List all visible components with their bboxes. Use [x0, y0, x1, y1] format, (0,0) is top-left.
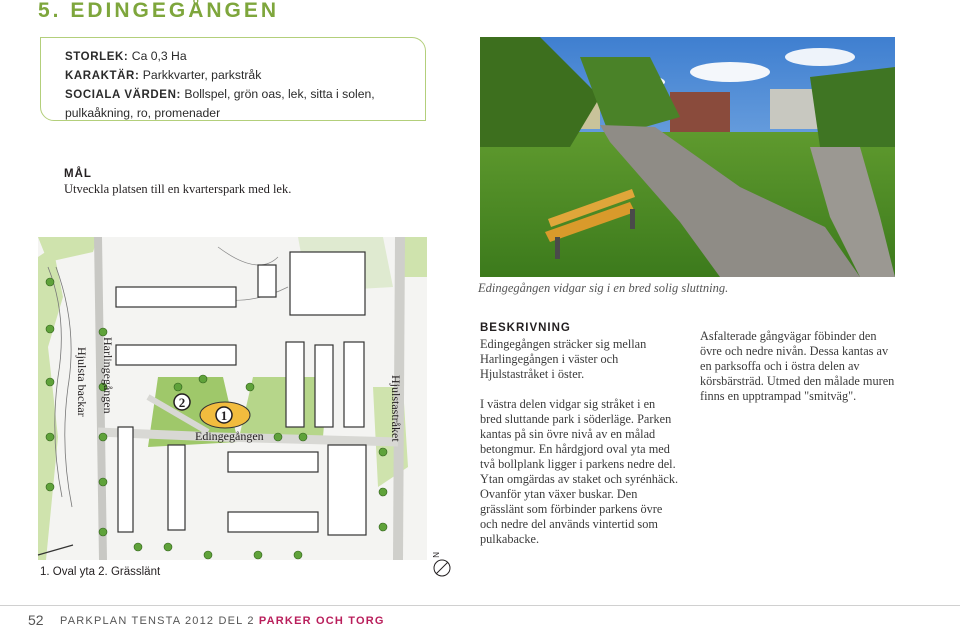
north-label: N [431, 552, 440, 558]
facts-karaktar: KARAKTÄR: Parkkvarter, parkstråk [65, 68, 262, 82]
park-photo-illustration [480, 37, 895, 277]
footer-publication: PARKPLAN TENSTA 2012 DEL 2 [60, 615, 255, 627]
site-map [38, 237, 427, 560]
label-edingegangen: Edingegången [195, 429, 264, 443]
beskrivning-p2: I västra delen vidgar sig stråket i en bred sluttande park i söderläge. Parken kantas på sin övre nivå av en målad betongmur. En hårdgjord oval yta med två bollplank ligger i parkens nedre del. Ytan omgärdas av staket och syrénhäck. Ovanför ytan växer buskar. Den grässlänt som förbinder parkens övre och nedre del används vintertid som pulkabacke. [480, 397, 679, 546]
footer-text [60, 615, 385, 627]
marker-2-label: 2 [178, 395, 186, 410]
label-harlingegangen: Harlingegången [101, 337, 115, 414]
label-hjulsta-backar: Hjulsta backar [75, 347, 89, 417]
park-photo [480, 37, 895, 277]
map-legend: 1. Oval yta 2. Grässlänt [40, 566, 161, 578]
marker-1-label: 1 [220, 408, 228, 423]
page-number: 52 [28, 612, 44, 628]
beskrivning-p1: Edingegången sträcker sig mellan Harlingegången i väster och Hjulstastråket i öster. [480, 337, 647, 381]
footer-divider [0, 605, 960, 606]
mal-heading: MÅL [64, 168, 92, 180]
beskrivning-col-1 [480, 337, 680, 562]
facts-box [40, 37, 426, 121]
label-hjulstastraket: Hjulstastråket [389, 375, 403, 442]
beskrivning-p3: Asfalterade gångvägar föbinder den övre och nedre nivån. Dessa kantas av en parksoffa och i östra delen av körsbärsträd. Utmed den målade muren finns en upptrampad "smitväg". [700, 329, 895, 403]
facts-storlek: STORLEK: Ca 0,3 Ha [65, 49, 187, 63]
beskrivning-col-2 [700, 329, 895, 419]
facts-varden: SOCIALA VÄRDEN: Bollspel, grön oas, lek, sitta i solen, [65, 87, 375, 101]
site-map-drawing [38, 237, 427, 560]
beskrivning-heading: BESKRIVNING [480, 322, 571, 334]
page-title: 5. EDINGEGÅNGEN [38, 0, 280, 22]
footer-section: PARKER OCH TORG [258, 615, 385, 627]
facts-varden-cont: pulkaåkning, ro, promenader [65, 106, 221, 120]
photo-caption: Edingegången vidgar sig i en bred solig sluttning. [478, 281, 729, 295]
north-arrow-icon [432, 548, 454, 580]
mal-text: Utveckla platsen till en kvarterspark med lek. [64, 182, 292, 196]
